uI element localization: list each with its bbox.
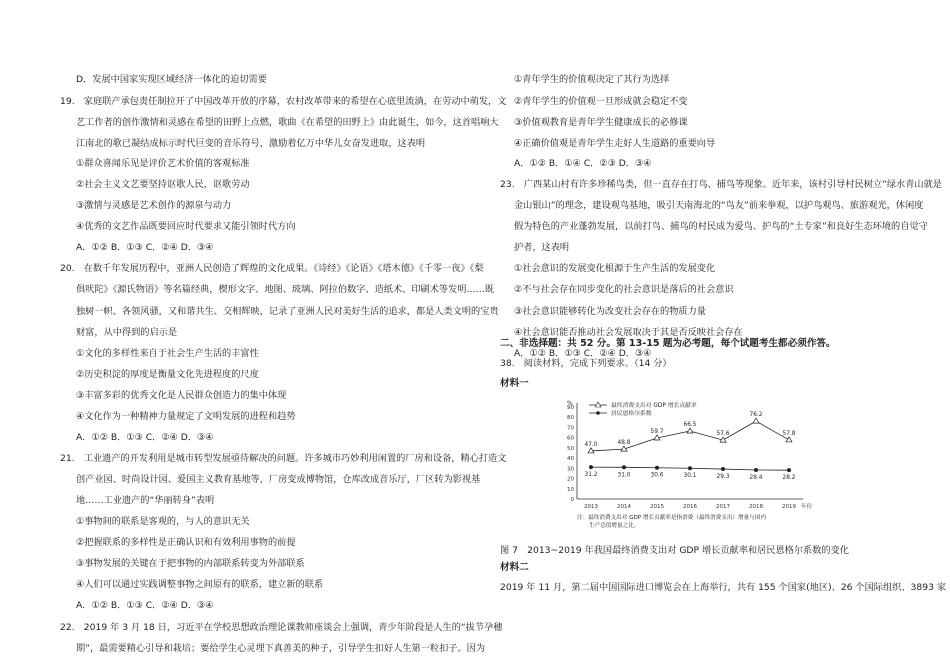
x-tick-label: 2014 xyxy=(617,504,631,510)
left-line: ①事物间的联系是客观的，与人的意识无关 xyxy=(76,516,250,527)
right-line: A．①② B．①④ C．②③ D．③④ xyxy=(514,158,652,169)
data-label: 47.0 xyxy=(584,441,598,448)
material-two-label: 材料二 xyxy=(500,562,529,573)
right-line: ④社会意识能否推动社会发展取决于其是否反映社会存在 xyxy=(514,327,743,338)
data-point xyxy=(786,437,792,442)
x-tick-label: 2013 xyxy=(584,504,598,510)
chart-note: 注：最终消费支出对 GDP 增长贡献率是指消费（最终消费支出）增量与国内 xyxy=(577,515,766,521)
left-line: ③事物发展的关键在于把事物的内部联系转变为外部联系 xyxy=(76,558,305,569)
left-line: 地……工业遗产的“华丽转身”表明 xyxy=(76,495,215,506)
left-line: ③丰富多彩的优秀文化是人民群众创造力的集中体现 xyxy=(76,390,287,401)
x-tick-label: 2019 xyxy=(782,504,796,510)
x-tick-label: 2018 xyxy=(749,504,763,510)
right-line: ②青年学生的价值观一旦形成就会稳定不变 xyxy=(514,96,688,107)
right-line: A．①② B．①③ C．②④ D．③④ xyxy=(514,348,652,359)
left-line: 独树一帜、各领风骚，又和谐共生、交相辉映，记录了亚洲人民对美好生活的追求，都是人类文明的宝贵 xyxy=(76,306,499,317)
left-line: 20. 在数千年发展历程中，亚洲人民创造了辉煌的文化成果。《诗经》《论语》《塔木德》《千零一夜》《梨 xyxy=(60,263,484,274)
data-label: 31.2 xyxy=(584,472,598,479)
right-line: 金山银山”的理念，建设观鸟基地，吸引天南海北的“鸟友”前来拳观，以护鸟观鸟、旅游观光，休闲度 xyxy=(514,200,924,211)
x-axis-label: 年份 xyxy=(801,504,813,510)
x-tick-label: 2015 xyxy=(650,504,664,510)
left-line: 江南北的歌已凝结成标示时代巨变的音乐符号，激励着亿万中华儿女奋发进取，这表明 xyxy=(76,138,426,149)
data-label: 28.2 xyxy=(782,475,796,482)
left-line: 艺工作者的创作激情和灵感在希望的田野上点燃，歌曲《在希望的田野上》由此诞生，如今，这首唱响大 xyxy=(76,117,499,128)
question-38: 38. 阅读材料，完成下列要求。（14 分） xyxy=(500,358,672,369)
x-tick-label: 2017 xyxy=(716,504,730,510)
data-point xyxy=(687,428,693,433)
left-line: ②把握联系的多样性是正确认识和有效利用事物的前提 xyxy=(76,537,296,548)
chart-note: 生产总值增量之比。 xyxy=(589,523,640,529)
data-point xyxy=(787,468,791,472)
left-line: ④人们可以通过实践调整事物之间原有的联系，建立新的联系 xyxy=(76,579,324,590)
data-point xyxy=(721,467,725,471)
right-line: ④正确价值观是青年学生走好人生道路的重要向导 xyxy=(514,138,716,149)
right-line: ②不与社会存在同步变化的社会意识是落后的社会意识 xyxy=(514,284,734,295)
data-label: 76.2 xyxy=(749,412,763,419)
y-axis-label: % xyxy=(567,400,573,407)
material-one-label: 材料一 xyxy=(500,378,529,389)
right-line: ①社会意识的发展变化根源于生产生活的发展变化 xyxy=(514,263,716,274)
left-line: A．①② B．①③ C．②④ D．③④ xyxy=(76,432,214,443)
data-label: 31.0 xyxy=(617,472,631,479)
left-line: 19. 家庭联产承包责任制拉开了中国改革开放的序幕，农村改革带来的希望在心底里流淌，在劳动中萌发，文 xyxy=(60,96,507,107)
left-line: ④文化作为一种精神力量规定了文明发展的进程和趋势 xyxy=(76,411,296,422)
y-tick-label: 30 xyxy=(567,466,574,473)
data-point xyxy=(754,468,758,472)
data-label: 57.8 xyxy=(782,430,796,437)
left-line: 俱吠陀》《源氏物语》等名篇经典，楔形文字、地图、玻璃、阿拉伯数字、造纸术、印刷术等发明……既 xyxy=(76,284,495,295)
section-heading: 二、非选择题：共 52 分。第 13-15 题为必考题，每个试题考生都必须作答。 xyxy=(500,338,836,349)
left-line: 财富，从中得到的启示是 xyxy=(76,327,178,338)
data-label: 57.6 xyxy=(716,431,730,438)
y-tick-label: 20 xyxy=(567,476,574,483)
data-label: 28.4 xyxy=(749,474,763,481)
left-line: 创产业园、时尚设计园、爱国主义教育基地等，厂房变成博物馆，仓库改成音乐厅，厂区转为影视基 xyxy=(76,474,481,485)
y-tick-label: 50 xyxy=(567,445,574,452)
left-line: ①群众喜闻乐见是评价艺术价值的客观标准 xyxy=(76,158,250,169)
y-tick-label: 80 xyxy=(567,415,574,422)
data-point xyxy=(655,466,659,470)
data-point xyxy=(589,465,593,469)
y-tick-label: 90 xyxy=(567,405,574,411)
data-point xyxy=(622,465,626,469)
right-line: ③社会意识能够转化为改变社会存在的物质力量 xyxy=(514,306,706,317)
left-line: ④优秀的文艺作品既要回应时代要求又能引领时代方向 xyxy=(76,221,296,232)
legend-label: 最终消费支出对 GDP 增长贡献率 xyxy=(611,403,697,409)
left-line: ②社会主义文艺要坚持讴歌人民，讴歌劳动 xyxy=(76,179,250,190)
legend-marker xyxy=(595,402,601,407)
left-line: 期”，最需要精心引导和栽培；要给学生心灵埋下真善美的种子，引导学生扣好人生第一粒扣子。因为 xyxy=(76,643,486,654)
left-line: ②历史积淀的厚度是衡量文化先进程度的尺度 xyxy=(76,369,259,380)
data-label: 66.5 xyxy=(683,422,697,429)
left-line: ①文化的多样性来自于社会生产生活的丰富性 xyxy=(76,348,259,359)
left-line: 21. 工业遗产的开发利用是城市转型发展亟待解决的问题。许多城市巧妙利用闲置的厂房和设备，精心打造文 xyxy=(60,453,507,464)
right-line: 23. 广西某山村有许多珍稀鸟类，但一直存在打鸟、捕鸟等现象。近年来，该村引导村民树立“绿水青山就是 xyxy=(500,179,942,190)
left-line: 22. 2019 年 3 月 18 日，习近平在学校思想政治理论课教师座谈会上强调，青少年阶段是人生的“拔节孕穗 xyxy=(60,622,503,633)
y-tick-label: 60 xyxy=(567,435,574,442)
right-line: 护者，这表明 xyxy=(514,242,570,253)
data-point xyxy=(753,418,759,423)
y-tick-label: 0 xyxy=(570,497,574,503)
y-tick-label: 70 xyxy=(567,425,574,432)
material-two-text: 2019 年 11 月，第二届中国国际进口博览会在上海举行，共有 155 个国家(地区)、26 个国际组织、3893 家 xyxy=(500,582,947,593)
data-label: 30.6 xyxy=(650,472,664,479)
legend-marker xyxy=(596,411,600,415)
legend-label: 居民恩格尔系数 xyxy=(611,411,652,417)
data-label: 29.3 xyxy=(716,474,730,481)
data-label: 48.8 xyxy=(617,440,631,447)
data-point xyxy=(688,466,692,470)
right-line: ③价值观教育是青年学生健康成长的必修课 xyxy=(514,117,688,128)
left-line: A．①② B．①③ C．②④ D．③④ xyxy=(76,242,214,253)
line-chart xyxy=(555,397,845,532)
y-tick-label: 10 xyxy=(567,486,574,493)
y-tick-label: 40 xyxy=(567,456,574,463)
data-label: 30.1 xyxy=(683,473,697,480)
data-label: 59.7 xyxy=(650,428,664,435)
right-line: 假为特色的产业蓬勃发展，以前打鸟、捕鸟的村民成为爱鸟、护鸟的“土专家”和良好生态环境的自觉守 xyxy=(514,221,928,232)
left-line: D．发展中国家实现区域经济一体化的迫切需要 xyxy=(76,74,267,85)
left-line: ③激情与灵感是艺术创作的源泉与动力 xyxy=(76,200,232,211)
left-line: A．①② B．①③ C．②④ D．③④ xyxy=(76,600,214,611)
figure-caption: 图 7 2013~2019 年我国最终消费支出对 GDP 增长贡献率和居民恩格尔系数的变化 xyxy=(500,545,849,556)
x-tick-label: 2016 xyxy=(683,504,697,510)
right-line: ①青年学生的价值观决定了其行为选择 xyxy=(514,74,670,85)
